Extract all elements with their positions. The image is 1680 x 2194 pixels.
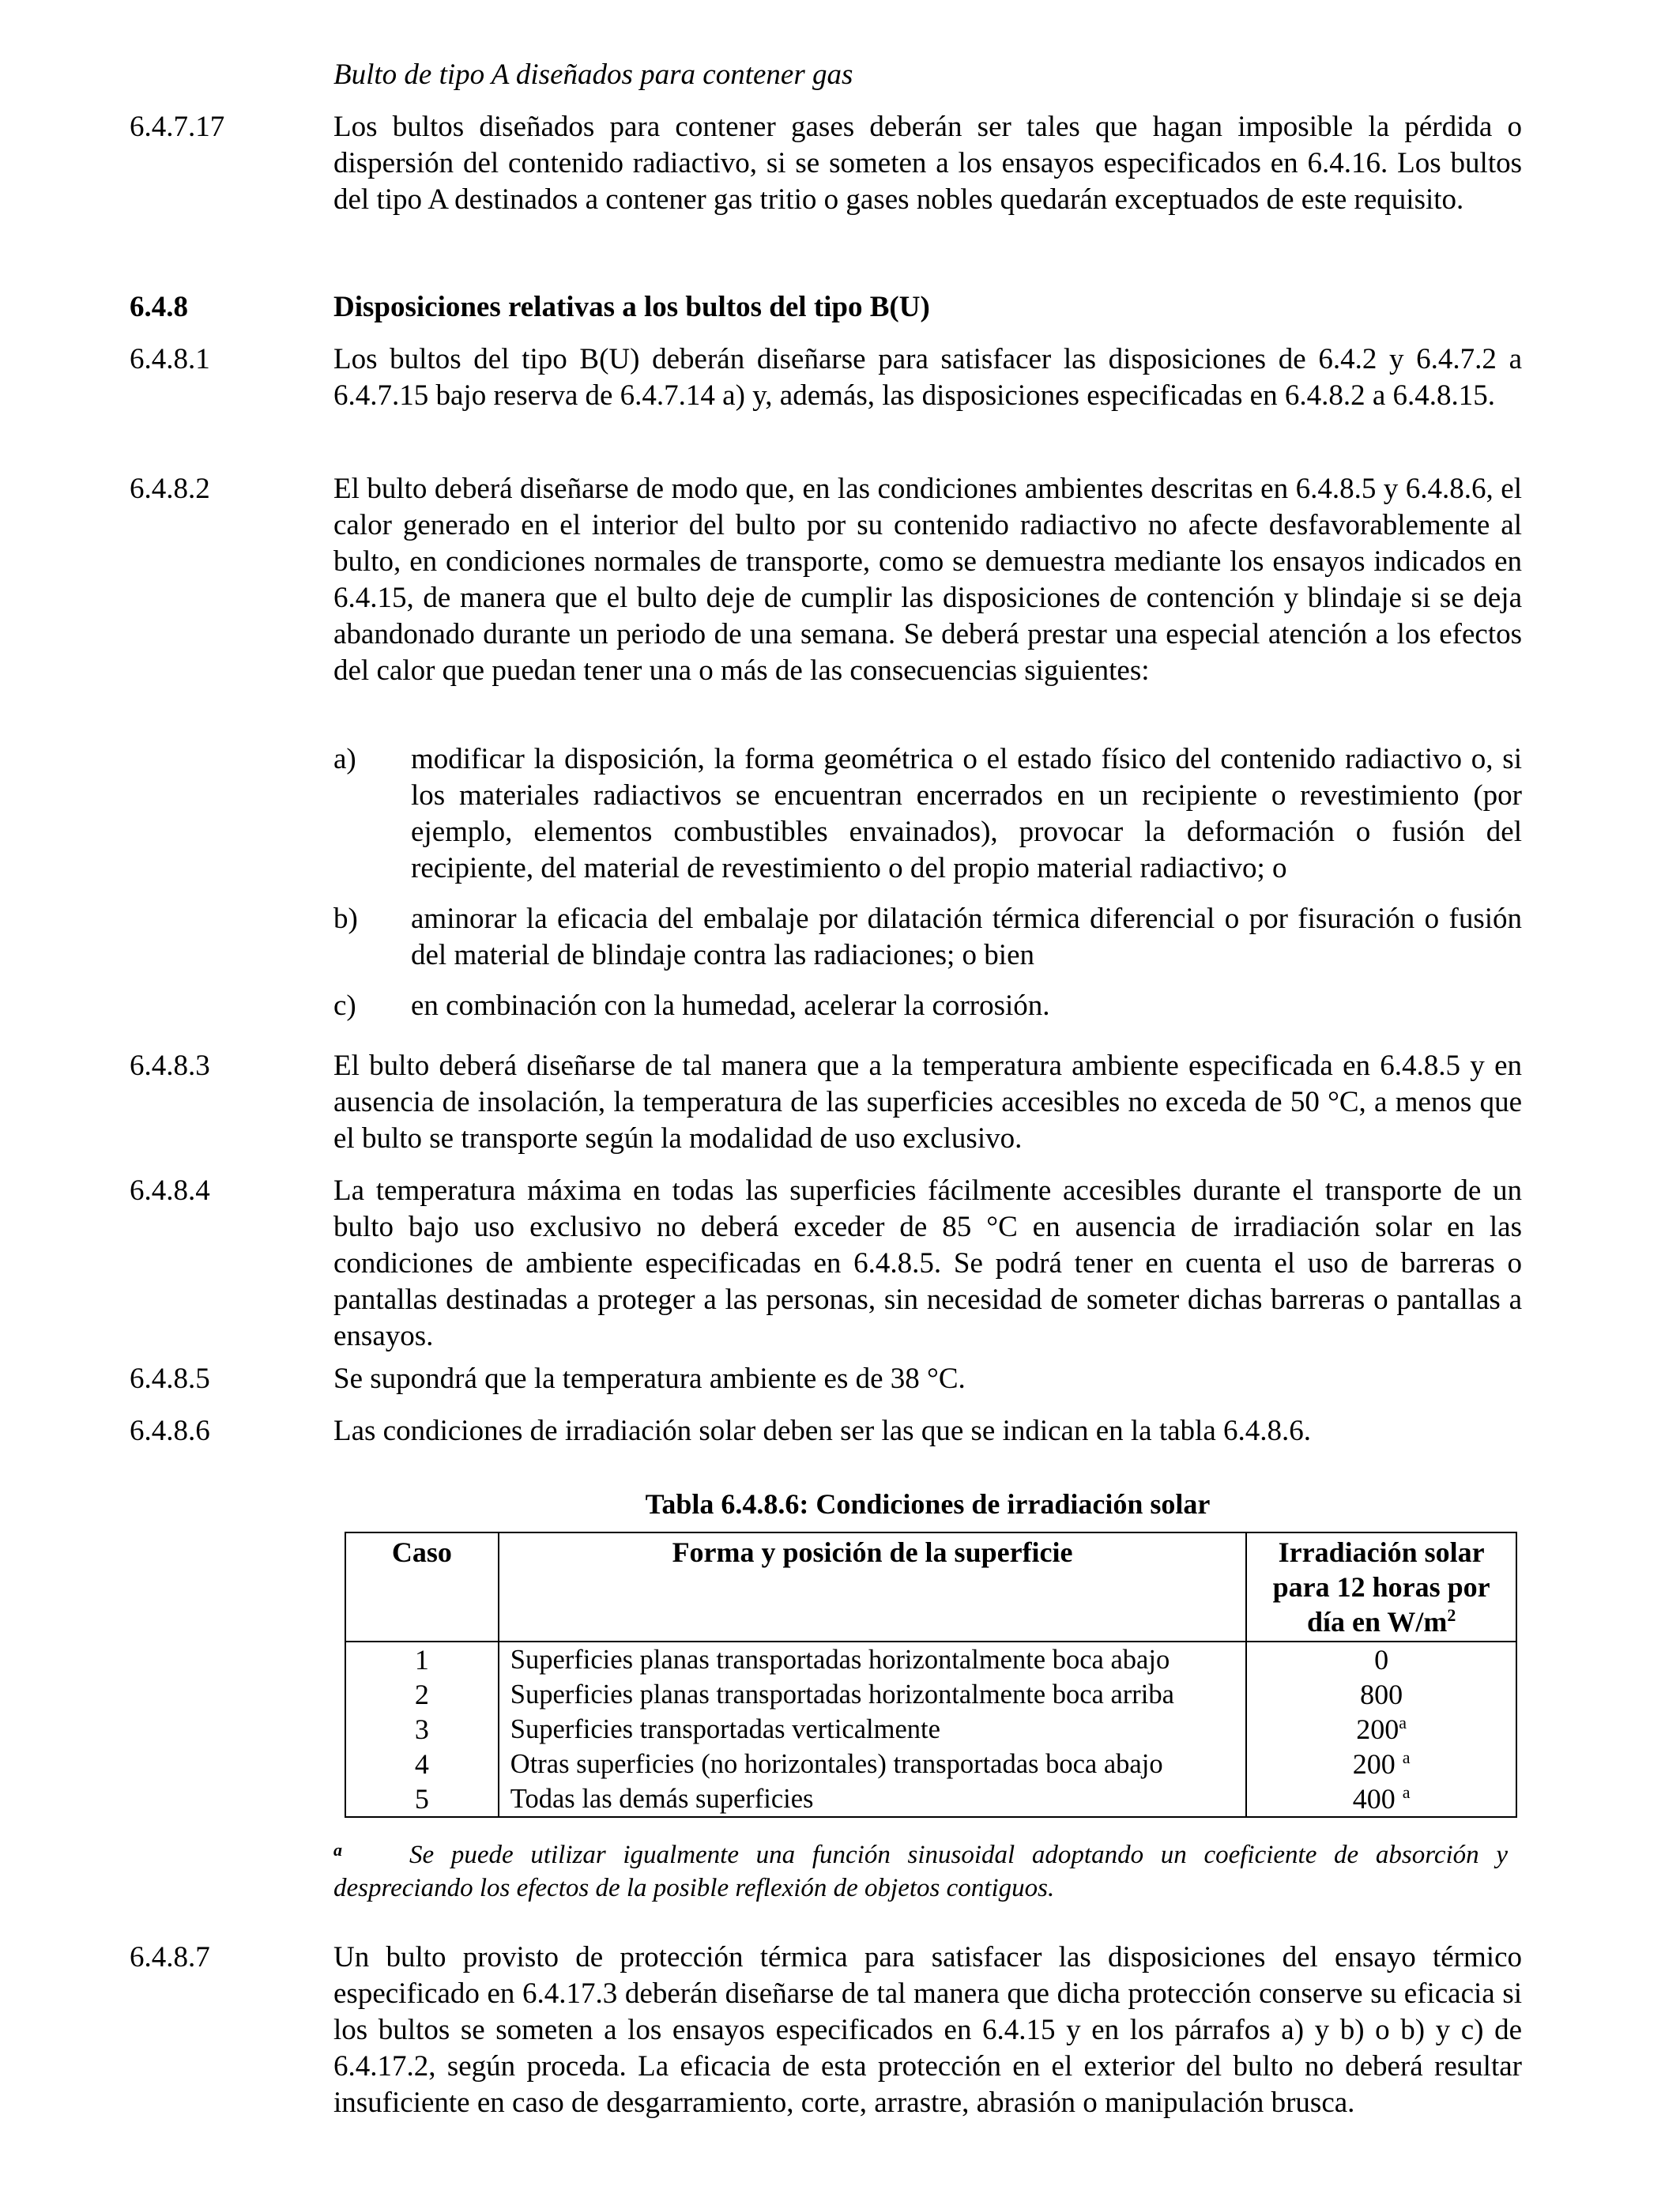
paragraph-number: 6.4.8.3 (130, 1050, 210, 1082)
cell-valor (1246, 1781, 1516, 1817)
subsection-heading: Bulto de tipo A diseñados para contener gas (333, 58, 853, 91)
paragraph-6-4-8-2 (130, 471, 1522, 689)
list-item-text: aminorar la eficacia del embalaje por dilatación térmica diferencial o por fisuración o fusión del material de blindaje contra las radiaciones; o bien (411, 903, 1522, 971)
cell-valor (1246, 1747, 1516, 1781)
cell-valor (1246, 1642, 1516, 1677)
cell-forma: Otras superficies (no horizontales) transportadas boca abajo (499, 1747, 1246, 1781)
cell-caso: 1 (345, 1642, 499, 1677)
cell-caso: 3 (345, 1712, 499, 1747)
paragraph-6-4-8-3 (130, 1048, 1522, 1157)
paragraph-number: 6.4.8.1 (130, 343, 210, 375)
cell-valor-text: 200 (1356, 1713, 1399, 1745)
cell-valor-text: 200 (1352, 1748, 1403, 1780)
header-unit-superscript: 2 (1447, 1605, 1456, 1625)
table-caption: Tabla 6.4.8.6: Condiciones de irradiación solar (645, 1488, 1211, 1520)
section-title: Disposiciones relativas a los bultos del tipo B(U) (333, 291, 930, 323)
paragraph-number: 6.4.8.7 (130, 1941, 210, 1973)
paragraph-text: Los bultos del tipo B(U) deberán diseñarse para satisfacer las disposiciones de 6.4.2 y 6.4.7.2 a 6.4.7.15 bajo reserva de 6.4.7.14 a) y, además, las disposiciones especificadas en 6.4.8.2 a 6.4.8.15. (333, 343, 1522, 412)
table-header-row (345, 1532, 1516, 1642)
paragraph-number: 6.4.8.2 (130, 473, 210, 505)
list-item-label: a) (333, 743, 356, 775)
paragraph-6-4-8-7 (130, 1940, 1522, 2121)
paragraph-number: 6.4.8.4 (130, 1174, 210, 1207)
header-caso: Caso (345, 1532, 499, 1642)
paragraph-6-4-8-1 (130, 341, 1522, 414)
footnote-text: Se puede utilizar igualmente una función sinusoidal adoptando un coeficiente de absorción y despreciando los efectos de la posible reflexión de objetos contiguos. (333, 1841, 1508, 1902)
cell-caso: 5 (345, 1781, 499, 1817)
table-row (345, 1781, 1516, 1817)
header-irradiacion (1246, 1532, 1516, 1642)
list-item (333, 741, 1522, 887)
cell-valor-text: 0 (1374, 1644, 1389, 1676)
footnote-mark: a (333, 1840, 342, 1860)
section-heading-6-4-8 (130, 289, 1522, 326)
paragraph-number: 6.4.8.5 (130, 1363, 210, 1395)
list-item-label: b) (333, 903, 358, 935)
section-number: 6.4.8 (130, 291, 188, 323)
paragraph-6-4-8-4 (130, 1173, 1522, 1355)
cell-forma: Todas las demás superficies (499, 1781, 1246, 1817)
paragraph-number: 6.4.8.6 (130, 1415, 210, 1447)
paragraph-text: Las condiciones de irradiación solar deben ser las que se indican en la tabla 6.4.8.6. (333, 1415, 1312, 1447)
cell-caso: 4 (345, 1747, 499, 1781)
cell-valor (1246, 1677, 1516, 1712)
list-item (333, 988, 1522, 1024)
paragraph-6-4-8-6 (130, 1413, 1522, 1449)
paragraph-text: La temperatura máxima en todas las superficies fácilmente accesibles durante el transporte de un bulto bajo uso exclusivo no deberá exceder de 85 °C en ausencia de irradiación solar en las condiciones de ambiente especificadas en 6.4.8.5. Se podrá tener en cuenta el uso de barreras o pantallas destinadas a proteger a las personas, sin necesidad de someter dichas barreras o pantallas a ensayos. (333, 1174, 1522, 1352)
header-irradiacion-line2: para 12 horas por (1272, 1571, 1490, 1603)
paragraph-text: El bulto deberá diseñarse de tal manera que a la temperatura ambiente especificada en 6.4.8.5 y en ausencia de insolación, la temperatura de las superficies accesibles no exceda de 50 °C, a menos que el bulto se transporte según la modalidad de uso exclusivo. (333, 1050, 1522, 1155)
table-row (345, 1712, 1516, 1747)
list-item-text: en combinación con la humedad, acelerar la corrosión. (411, 990, 1050, 1022)
list-item-label: c) (333, 990, 356, 1022)
table-row (345, 1642, 1516, 1677)
cell-forma: Superficies planas transportadas horizontalmente boca arriba (499, 1677, 1246, 1712)
cell-valor-text: 400 (1352, 1783, 1403, 1815)
table-footnote (333, 1838, 1508, 1905)
paragraph-number: 6.4.7.17 (130, 111, 225, 143)
cell-forma: Superficies planas transportadas horizontalmente boca abajo (499, 1642, 1246, 1677)
list-item (333, 901, 1522, 974)
paragraph-6-4-8-5 (130, 1361, 1522, 1397)
footnote-ref: a (1402, 1782, 1411, 1802)
list-item-text: modificar la disposición, la forma geométrica o el estado físico del contenido radiactivo o, si los materiales radiactivos se encuentran encerrados en un recipiente o revestimiento (por ejemplo, elementos combustibles envainados), provocar la deformación o fusión del recipiente, del material de revestimiento o del propio material radiactivo; o (411, 743, 1522, 884)
paragraph-text: Un bulto provisto de protección térmica para satisfacer las disposiciones del ensayo térmico especificado en 6.4.17.3 deberán diseñarse de tal manera que dicha protección conserve su eficacia si los bultos se someten a los ensayos especificados en 6.4.15 y en los párrafos a) y b) o b) y c) de 6.4.17.2, según proceda. La eficacia de esta protección en el exterior del bulto no deberá resultar insuficiente en caso de desgarramiento, corte, arrastre, abrasión o manipulación brusca. (333, 1941, 1522, 2119)
header-irradiacion-line1: Irradiación solar (1278, 1536, 1485, 1568)
table-row (345, 1747, 1516, 1781)
paragraph-6-4-7-17 (130, 109, 1522, 218)
cell-caso: 2 (345, 1677, 499, 1712)
solar-irradiation-table (345, 1532, 1517, 1818)
header-forma: Forma y posición de la superficie (499, 1532, 1246, 1642)
footnote-ref: a (1399, 1713, 1407, 1732)
header-irradiacion-line3: día en W/m (1306, 1606, 1448, 1638)
paragraph-text: Los bultos diseñados para contener gases deberán ser tales que hagan imposible la pérdida o dispersión del contenido radiactivo, si se someten a los ensayos especificados en 6.4.16. Los bultos del tipo A destinados a contener gas tritio o gases nobles quedarán exceptuados de este requisito. (333, 111, 1522, 216)
paragraph-text: Se supondrá que la temperatura ambiente es de 38 °C. (333, 1363, 966, 1395)
cell-valor-text: 800 (1360, 1679, 1403, 1710)
cell-valor (1246, 1712, 1516, 1747)
paragraph-text: El bulto deberá diseñarse de modo que, en las condiciones ambientes descritas en 6.4.8.5 y 6.4.8.6, el calor generado en el interior del bulto por su contenido radiactivo no afecte desfavorablemente al bulto, en condiciones normales de transporte, como se demuestra mediante los ensayos indicados en 6.4.15, de manera que el bulto deje de cumplir las disposiciones de contención y blindaje si se deja abandonado durante un periodo de una semana. Se deberá prestar una especial atención a los efectos del calor que puedan tener una o más de las consecuencias siguientes: (333, 473, 1522, 687)
footnote-ref: a (1402, 1747, 1411, 1767)
list-6-4-8-2 (130, 741, 1522, 1024)
table-row (345, 1677, 1516, 1712)
cell-forma: Superficies transportadas verticalmente (499, 1712, 1246, 1747)
